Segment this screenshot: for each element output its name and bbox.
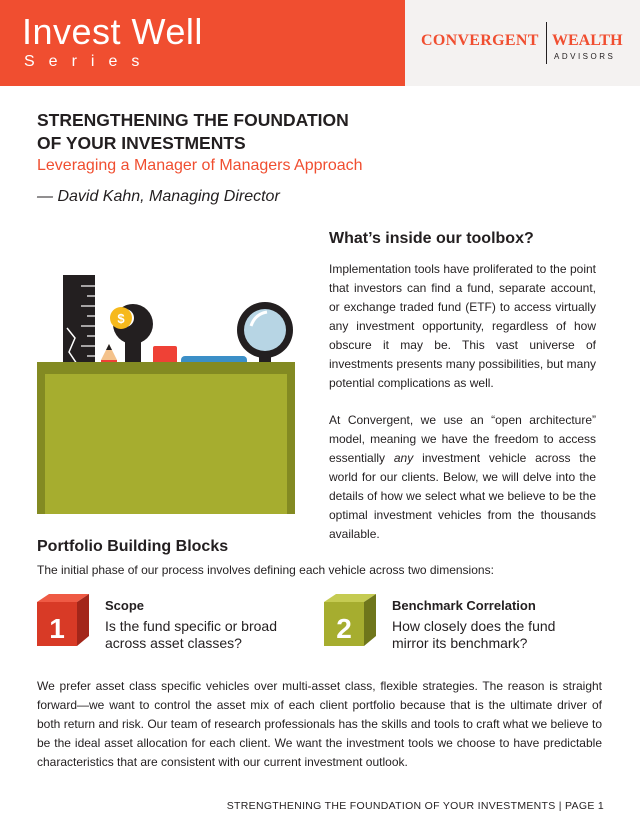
logo-advisors: ADVISORS	[554, 52, 616, 61]
toolbox-illustration	[37, 268, 297, 516]
toolbox-paragraph-1: Implementation tools have proliferated to the point that investors can find a fund, separate account, or exchange traded fund (ETF) to access virtually any investment opportunity, regardless of how obscure it may be. This vast universe of investments presents many possibilities, but many potential complications as well.	[329, 262, 596, 390]
scope-question-line2: across asset classes?	[105, 635, 242, 651]
benchmark-question-line2: mirror its benchmark?	[392, 635, 528, 651]
toolbox-paragraph-2	[329, 411, 596, 544]
logo-wealth: WEALTH	[552, 32, 623, 49]
scope-title: Scope	[105, 598, 145, 613]
company-logo	[421, 22, 626, 66]
article-title-line1: STRENGTHENING THE FOUNDATION	[37, 110, 349, 130]
number-two-cube-icon	[324, 594, 378, 648]
scope-question-line1: Is the fund specific or broad	[105, 618, 277, 634]
building-blocks-paragraph: We prefer asset class specific vehicles over multi-asset class, flexible strategies. The reason is straight forward—we want to control the asset mix of each client portfolio because that is the ultimate driver of both return and risk. Our team of research professionals has the skills and tools to craft what we believe to be the ideal asset allocation for each client. We want the investment tools we choose to have predictable characteristics that are consistent with our current investment outlook.	[37, 679, 602, 769]
toolbox-icon	[37, 362, 295, 514]
building-blocks-heading: Portfolio Building Blocks	[37, 538, 229, 555]
series-subtitle: Series	[24, 53, 154, 70]
block-number-2: 2	[336, 613, 352, 644]
toolbox-paragraph-2-end: investment vehicle across the world for our clients. Below, we will delve into the details of how we select what we believe to be the optimal investment vehicles from the thousands available.	[329, 451, 596, 541]
scope-question	[105, 618, 277, 652]
page-footer: STRENGTHENING THE FOUNDATION OF YOUR INVESTMENTS | PAGE 1	[226, 800, 604, 812]
toolbox-paragraph-2-start: At Convergent, we use an “open architecture” model, meaning we have the freedom to access essentially	[329, 413, 596, 465]
logo-convergent: CONVERGENT	[421, 32, 539, 49]
svg-text:$: $	[117, 311, 125, 326]
article-subtitle: Leveraging a Manager of Managers Approach	[37, 157, 363, 174]
toolbox-paragraph-2-emphasis: any	[393, 451, 414, 465]
toolbox-heading: What’s inside our toolbox?	[329, 230, 534, 247]
article-title-line2: OF YOUR INVESTMENTS	[37, 133, 246, 153]
building-blocks-intro: The initial phase of our process involves defining each vehicle across two dimensions:	[37, 563, 494, 577]
benchmark-question	[392, 618, 555, 652]
logo-divider	[546, 22, 547, 64]
benchmark-correlation-title: Benchmark Correlation	[392, 598, 536, 613]
article-author: — David Kahn, Managing Director	[37, 188, 280, 205]
article-title	[37, 109, 349, 155]
series-banner	[0, 0, 405, 86]
series-title: Invest Well	[22, 11, 203, 52]
block-number-1: 1	[49, 613, 65, 644]
benchmark-question-line1: How closely does the fund	[392, 618, 556, 634]
number-one-cube-icon	[37, 594, 91, 648]
